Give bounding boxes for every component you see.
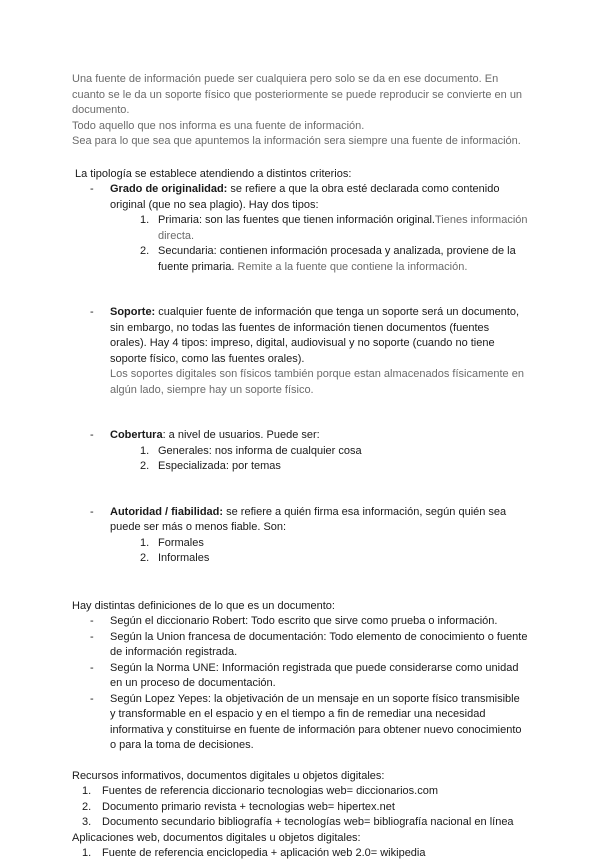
tipologia-list — [90, 182, 528, 567]
recursos-section — [72, 769, 528, 862]
criterio-autoridad — [90, 505, 528, 567]
soporte-text: cualquier fuente de información que tenga un soporte será un documento, sin embargo, no todas las fuentes de información tienen documentos (fuentes orales). Hay 4 tipos: impreso, digital, audiovisual y no soporte (cuando no tiene soporte físico, como las fuentes orales). — [110, 306, 520, 365]
list-item: - Según Lopez Yepes: la objetivación de un mensaje en un soporte físico transmisible y transformable en el espacio y en el tiempo a fin de remediar una necesidad informativa y constituirse en fuente de información para obtener nuevo conocimiento o para la toma de decisiones. — [90, 692, 528, 754]
aplicaciones-list — [82, 846, 528, 862]
aplicaciones-heading: Aplicaciones web, documentos digitales u objetos digitales: — [72, 831, 361, 844]
soporte-note: Los soportes digitales son físicos también porque estan almacenados físicamente en algún lado, siempre hay un soporte físico. — [110, 368, 524, 396]
list-item: - Según la Norma UNE: Información registrada que puede considerarse como unidad en un proceso de documentación. — [90, 661, 528, 692]
list-item: - Según el diccionario Robert: Todo escrito que sirve como prueba o información. — [90, 614, 528, 630]
intro-paragraph-2: Todo aquello que nos informa es una fuente de información. — [72, 119, 365, 132]
list-item: 2. Informales — [140, 552, 210, 564]
list-item: 2. Documento primario revista + tecnologias web= hipertex.net — [82, 800, 395, 813]
list-item: 1. Formales — [140, 536, 204, 549]
list-item: 1. Fuentes de referencia diccionario tecnologias web= diccionarios.com — [82, 785, 438, 797]
criterio-soporte — [90, 305, 528, 428]
criterio-originalidad — [90, 182, 528, 305]
autoridad-text: se refiere a quién firma esa información, según quién sea puede ser más o menos fiable. Son: — [110, 505, 507, 533]
tipologia-heading: La tipología se establece atendiendo a distintos criterios: — [75, 167, 352, 180]
autoridad-types — [140, 536, 528, 567]
list-item: 2. Especializada: por temas — [140, 460, 281, 472]
cobertura-term: Cobertura — [110, 429, 163, 441]
originalidad-text: se refiere a que la obra esté declarada como contenido original (que no sea plagio). Hay dos tipos: — [110, 183, 500, 211]
definiciones-heading: Hay distintas definiciones de lo que es un documento: — [72, 599, 335, 612]
originalidad-types — [140, 213, 528, 275]
intro-section — [72, 72, 528, 150]
cobertura-types — [140, 444, 528, 475]
autoridad-term: Autoridad / fiabilidad: — [110, 505, 224, 518]
criterio-cobertura — [90, 428, 528, 505]
soporte-term: Soporte: — [110, 306, 156, 318]
list-item: 1. Fuente de referencia enciclopedia + aplicación web 2.0= wikipedia — [82, 847, 426, 859]
definiciones-list — [90, 614, 528, 754]
cobertura-text: : a nivel de usuarios. Puede ser: — [162, 429, 320, 441]
recursos-heading: Recursos informativos, documentos digitales u objetos digitales: — [72, 769, 385, 782]
intro-paragraph-1: Una fuente de información puede ser cualquiera pero solo se da en ese documento. En cuanto se le da un soporte físico que posteriormente se puede reproducir se convierte en un documento. — [72, 73, 523, 116]
list-item: - Según la Union francesa de documentación: Todo elemento de conocimiento o fuente de información registrada. — [90, 630, 528, 661]
recursos-list — [82, 784, 528, 831]
list-item: 1. Generales: nos informa de cualquier cosa — [140, 444, 362, 457]
tipologia-section — [72, 167, 528, 567]
list-item: 2. Secundaria: contienen información procesada y analizada, proviene de la fuente primaria. Remite a la fuente que contiene la información. — [140, 245, 516, 273]
list-item: 1. Primaria: son las fuentes que tienen información original.Tienes información directa. — [140, 214, 528, 242]
originalidad-term: Grado de originalidad: — [110, 183, 228, 195]
list-item: 3. Documento secundario bibliografía + tecnologías web= bibliografía nacional en línea — [82, 816, 514, 828]
intro-paragraph-3: Sea para lo que sea que apuntemos la información sera siempre una fuente de información. — [72, 135, 521, 147]
definiciones-section — [72, 599, 528, 754]
